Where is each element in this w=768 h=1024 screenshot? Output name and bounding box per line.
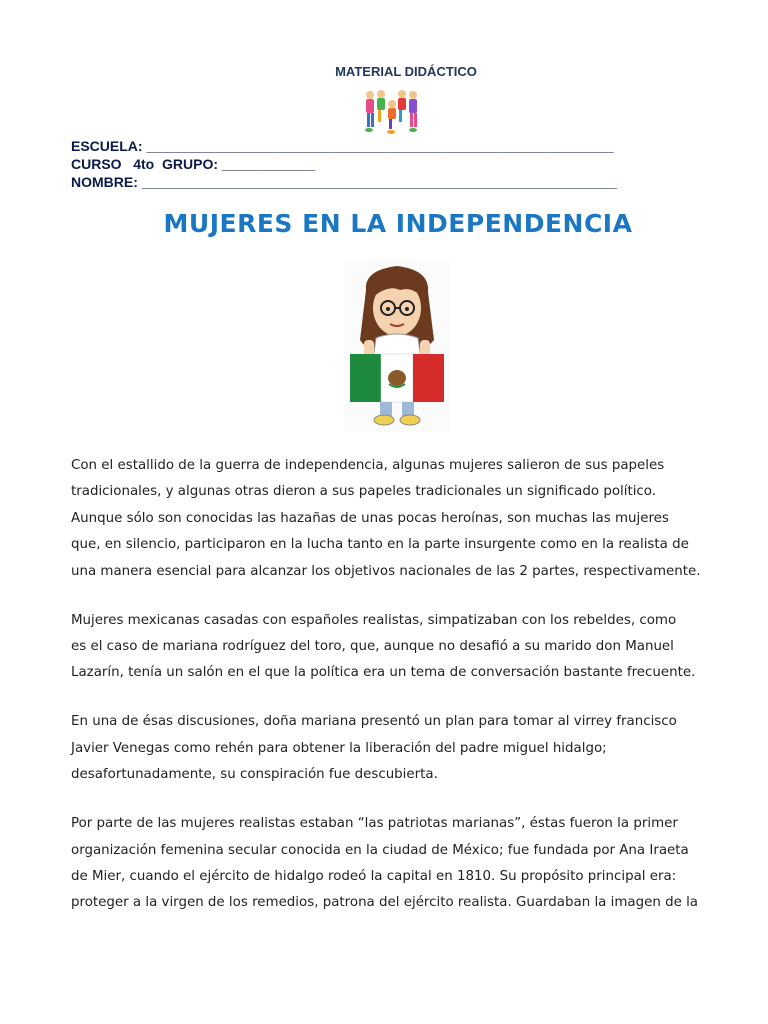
student-info-fields [71, 137, 691, 191]
text-line: En una de ésas discusiones, doña mariana presentó un plan para tomar al virrey francisco [71, 714, 677, 730]
girl-holding-mexican-flag-icon [344, 260, 450, 432]
material-title: MATERIAL DIDÁCTICO [335, 64, 477, 79]
text-line: organización femenina secular conocida en la ciudad de México; fue fundada por Ana Iraeta [71, 842, 689, 858]
paragraph [71, 608, 701, 687]
text-line: una manera esencial para alcanzar los objetivos nacionales de las 2 partes, respectivamente. [71, 563, 701, 579]
nombre-field: NOMBRE: _____________________________________________________________ [71, 174, 617, 190]
curso-grupo-field: CURSO 4to GRUPO: ____________ [71, 156, 316, 172]
text-line: Lazarín, tenía un salón en el que la política era un tema de conversación bastante frecuente. [71, 665, 696, 681]
text-line: de Mier, cuando el ejército de hidalgo rodeó la capital en 1810. Su propósito principal era: [71, 869, 677, 885]
text-line: es el caso de mariana rodríguez del toro, que, aunque no desafió a su marido don Manuel [71, 639, 674, 655]
text-line: tradicionales, y algunas otras dieron a sus papeles tradicionales un significado político. [71, 484, 657, 500]
text-line: Aunque sólo son conocidas las hazañas de unas pocas heroínas, son muchas las mujeres [71, 510, 669, 526]
paragraph [71, 709, 701, 788]
paragraph [71, 811, 701, 917]
text-line: Mujeres mexicanas casadas con españoles realistas, simpatizaban con los rebeldes, como [71, 612, 677, 628]
escuela-field: ESCUELA: ____________________________________________________________ [71, 138, 614, 154]
text-line: proteger a la virgen de los remedios, patrona del ejército realista. Guardaban la imagen de la [71, 895, 699, 911]
text-line: desafortunadamente, su conspiración fue descubierta. [71, 767, 438, 783]
children-letter-m-icon [361, 86, 421, 138]
article-body [71, 453, 701, 939]
paragraph [71, 453, 701, 585]
text-line: que, en silencio, participaron en la lucha tanto en la parte insurgente como en la realista de [71, 537, 689, 553]
page-title: MUJERES EN LA INDEPENDENCIA [163, 209, 633, 238]
text-line: Con el estallido de la guerra de independencia, algunas mujeres salieron de sus papeles [71, 458, 665, 473]
text-line: Por parte de las mujeres realistas estaban “las patriotas marianas”, éstas fueron la primer [71, 816, 678, 832]
text-line: Javier Venegas como rehén para obtener la liberación del padre miguel hidalgo; [71, 740, 607, 756]
